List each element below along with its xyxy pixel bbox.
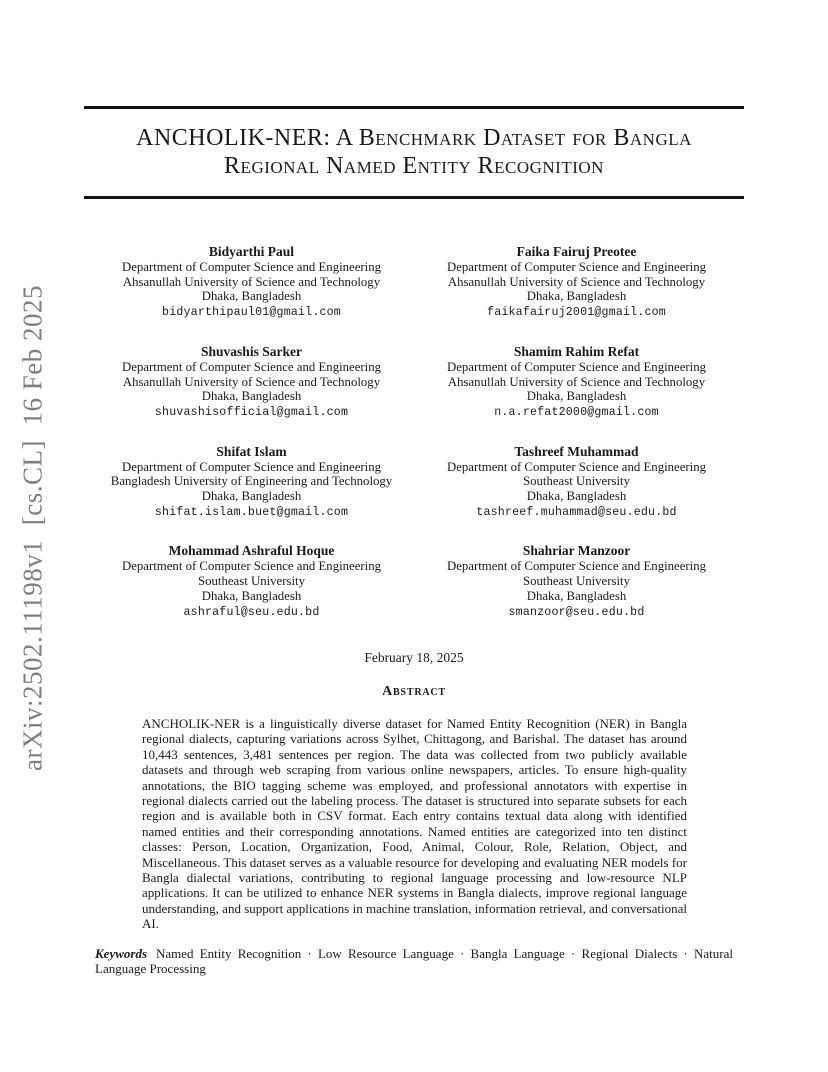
author-block [95,543,408,620]
author-department: Department of Computer Science and Engineering [446,559,707,574]
keywords-line [95,946,733,977]
author-university: Ahsanullah University of Science and Technology [122,274,381,289]
author-department: Department of Computer Science and Engineering [121,559,382,574]
author-name: Faika Fairuj Preotee [516,244,637,259]
author-block [420,344,733,421]
author-block [420,444,733,521]
author-university: Ahsanullah University of Science and Technology [122,374,381,389]
keywords-text: Named Entity Recognition · Low Resource Language · Bangla Language · Regional Dialects · Natural Language Processing [95,946,733,977]
author-email-link[interactable]: tashreef.muhammad@seu.edu.bd [476,505,677,519]
author-department: Department of Computer Science and Engineering [446,459,707,474]
author-name: Shamim Rahim Refat [513,343,640,359]
author-block [420,543,733,620]
author-block [95,244,408,321]
author-name: Shuvashis Sarker [201,343,302,359]
author-department: Department of Computer Science and Engineering [121,359,382,374]
author-location: Dhaka, Bangladesh [526,389,627,404]
author-email-link[interactable]: smanzoor@seu.edu.bd [508,605,645,619]
author-location: Dhaka, Bangladesh [526,588,627,603]
authors-grid [95,244,733,620]
author-block [95,444,408,521]
author-university: Southeast University [198,574,305,589]
author-block [420,244,733,321]
author-email-link[interactable]: n.a.refat2000@gmail.com [494,405,659,419]
author-name: Tashreef Muhammad [514,443,639,459]
author-university: Southeast University [523,574,630,589]
author-university: Southeast University [523,474,630,489]
abstract-heading: Abstract [382,684,446,699]
author-department: Department of Computer Science and Engineering [446,260,707,274]
author-name: Shahriar Manzoor [522,543,631,559]
author-email-link[interactable]: ashraful@seu.edu.bd [183,605,320,619]
author-email-link[interactable]: shifat.islam.buet@gmail.com [154,505,349,519]
paper-title-line2: Regional Named Entity Recognition [224,153,604,179]
author-location: Dhaka, Bangladesh [201,289,302,304]
title-block [84,106,744,199]
author-department: Department of Computer Science and Engineering [121,260,382,274]
author-department: Department of Computer Science and Engineering [121,459,382,474]
author-email-link[interactable]: faikafairuj2001@gmail.com [487,306,666,320]
publication-date: February 18, 2025 [364,650,464,665]
author-location: Dhaka, Bangladesh [201,389,302,404]
arxiv-watermark: arXiv:2502.11198v1 [cs.CL] 16 Feb 2025 [17,285,48,771]
author-name: Shifat Islam [216,443,287,459]
author-university: Bangladesh University of Engineering and Technology [110,474,393,489]
keywords-label: Keywords [95,946,147,961]
author-university: Ahsanullah University of Science and Technology [447,374,706,389]
author-department: Department of Computer Science and Engineering [446,359,707,374]
author-name: Mohammad Ashraful Hoque [168,543,335,559]
abstract-text: ANCHOLIK-NER is a linguistically diverse dataset for Named Entity Recognition (NER) in Bangla regional dialects, capturing variations across Sylhet, Chittagong, and Barishal. The dataset has around 10,443 sentences, 3,481 sentences per region. The data was collected from two publicly available datasets and through web scraping from various online newspapers, articles. To ensure high-quality annotations, the BIO tagging scheme was employed, and professional annotators with expertise in regional dialects carried out the labeling process. The dataset is structured into separate subsets for each region and is available both in CSV format. Each entry contains textual data along with identified named entities and their corresponding annotations. Named entities are categorized into ten distinct classes: Person, Location, Organization, Food, Animal, Colour, Role, Relation, Object, and Miscellaneous. This dataset serves as a valuable resource for developing and evaluating NER models for Bangla dialectal variations, contributing to regional language processing and low-resource NLP applications. It can be utilized to enhance NER systems in Bangla dialects, improve regional language understanding, and support applications in machine translation, information retrieval, and conversational AI. [142,716,687,932]
author-location: Dhaka, Bangladesh [201,489,302,504]
author-location: Dhaka, Bangladesh [526,289,627,304]
paper-title-line1: ANCHOLIK-NER: A Benchmark Dataset for Bangla [136,125,692,151]
author-email-link[interactable]: shuvashisofficial@gmail.com [154,405,349,419]
author-name: Bidyarthi Paul [208,244,295,259]
author-email-link[interactable]: bidyarthipaul01@gmail.com [162,306,341,320]
author-location: Dhaka, Bangladesh [201,588,302,603]
author-university: Ahsanullah University of Science and Technology [447,274,706,289]
author-block [95,344,408,421]
author-location: Dhaka, Bangladesh [526,489,627,504]
